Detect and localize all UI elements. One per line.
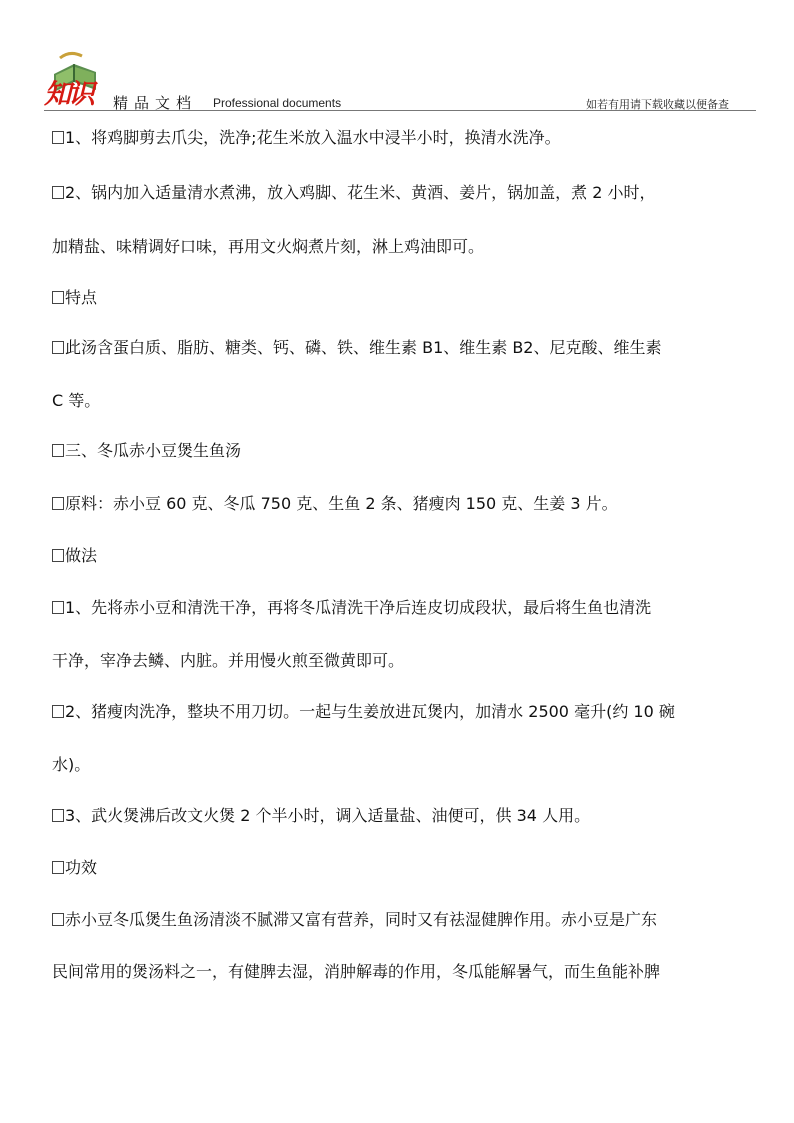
header-subtitle: Professional documents <box>213 96 342 110</box>
checkbox-glyph-icon <box>52 861 64 874</box>
header-title: 精品文档 <box>113 94 198 112</box>
section-heading: 特点 <box>52 288 97 308</box>
paragraph-line: 2、锅内加入适量清水煮沸，放入鸡脚、花生米、黄酒、姜片，锅加盖，煮 2 小时， <box>52 183 656 203</box>
paragraph-line: 3、武火煲沸后改文火煲 2 个半小时，调入适量盐、油便可，供 34 人用。 <box>52 806 590 826</box>
paragraph-line: 1、将鸡脚剪去爪尖，洗净;花生米放入温水中浸半小时，换清水洗净。 <box>52 128 561 148</box>
checkbox-glyph-icon <box>52 497 64 510</box>
checkbox-glyph-icon <box>52 913 64 926</box>
paragraph-line: 水)。 <box>52 755 91 774</box>
paragraph-line: 民间常用的煲汤料之一，有健脾去湿，消肿解毒的作用，冬瓜能解暑气，而生鱼能补脾 <box>52 962 661 981</box>
checkbox-glyph-icon <box>52 186 64 199</box>
checkbox-glyph-icon <box>52 291 64 304</box>
checkbox-glyph-icon <box>52 705 64 718</box>
header-right-note: 如若有用请下载收藏以便备查 <box>586 98 729 111</box>
section-heading: 功效 <box>52 858 97 878</box>
checkbox-glyph-icon <box>52 131 64 144</box>
checkbox-glyph-icon <box>52 444 64 457</box>
checkbox-glyph-icon <box>52 601 64 614</box>
paragraph-line: 加精盐、味精调好口味，再用文火焖煮片刻，淋上鸡油即可。 <box>52 237 485 256</box>
checkbox-glyph-icon <box>52 809 64 822</box>
logo <box>44 50 106 108</box>
checkbox-glyph-icon <box>52 341 64 354</box>
checkbox-glyph-icon <box>52 549 64 562</box>
paragraph-line: C 等。 <box>52 391 101 410</box>
paragraph-line: 赤小豆冬瓜煲生鱼汤清淡不腻滞又富有营养，同时又有祛湿健脾作用。赤小豆是广东 <box>52 910 657 930</box>
paragraph-line: 2、猪瘦肉洗净，整块不用刀切。一起与生姜放进瓦煲内，加清水 2500 毫升(约 10 碗 <box>52 702 675 722</box>
logo-calligraphy: 知识 <box>44 79 92 110</box>
section-heading: 做法 <box>52 546 97 566</box>
paragraph-line: 1、先将赤小豆和清洗干净，再将冬瓜清洗干净后连皮切成段状，最后将生鱼也清洗 <box>52 598 651 618</box>
page-header <box>0 0 794 112</box>
section-heading: 三、冬瓜赤小豆煲生鱼汤 <box>52 441 241 461</box>
paragraph-line: 原料：赤小豆 60 克、冬瓜 750 克、生鱼 2 条、猪瘦肉 150 克、生姜 3 片。 <box>52 494 618 514</box>
paragraph-line: 干净，宰净去鳞、内脏。并用慢火煎至微黄即可。 <box>52 651 405 670</box>
header-divider <box>44 110 756 111</box>
paragraph-line: 此汤含蛋白质、脂肪、糖类、钙、磷、铁、维生素 B1、维生素 B2、尼克酸、维生素 <box>52 338 662 358</box>
